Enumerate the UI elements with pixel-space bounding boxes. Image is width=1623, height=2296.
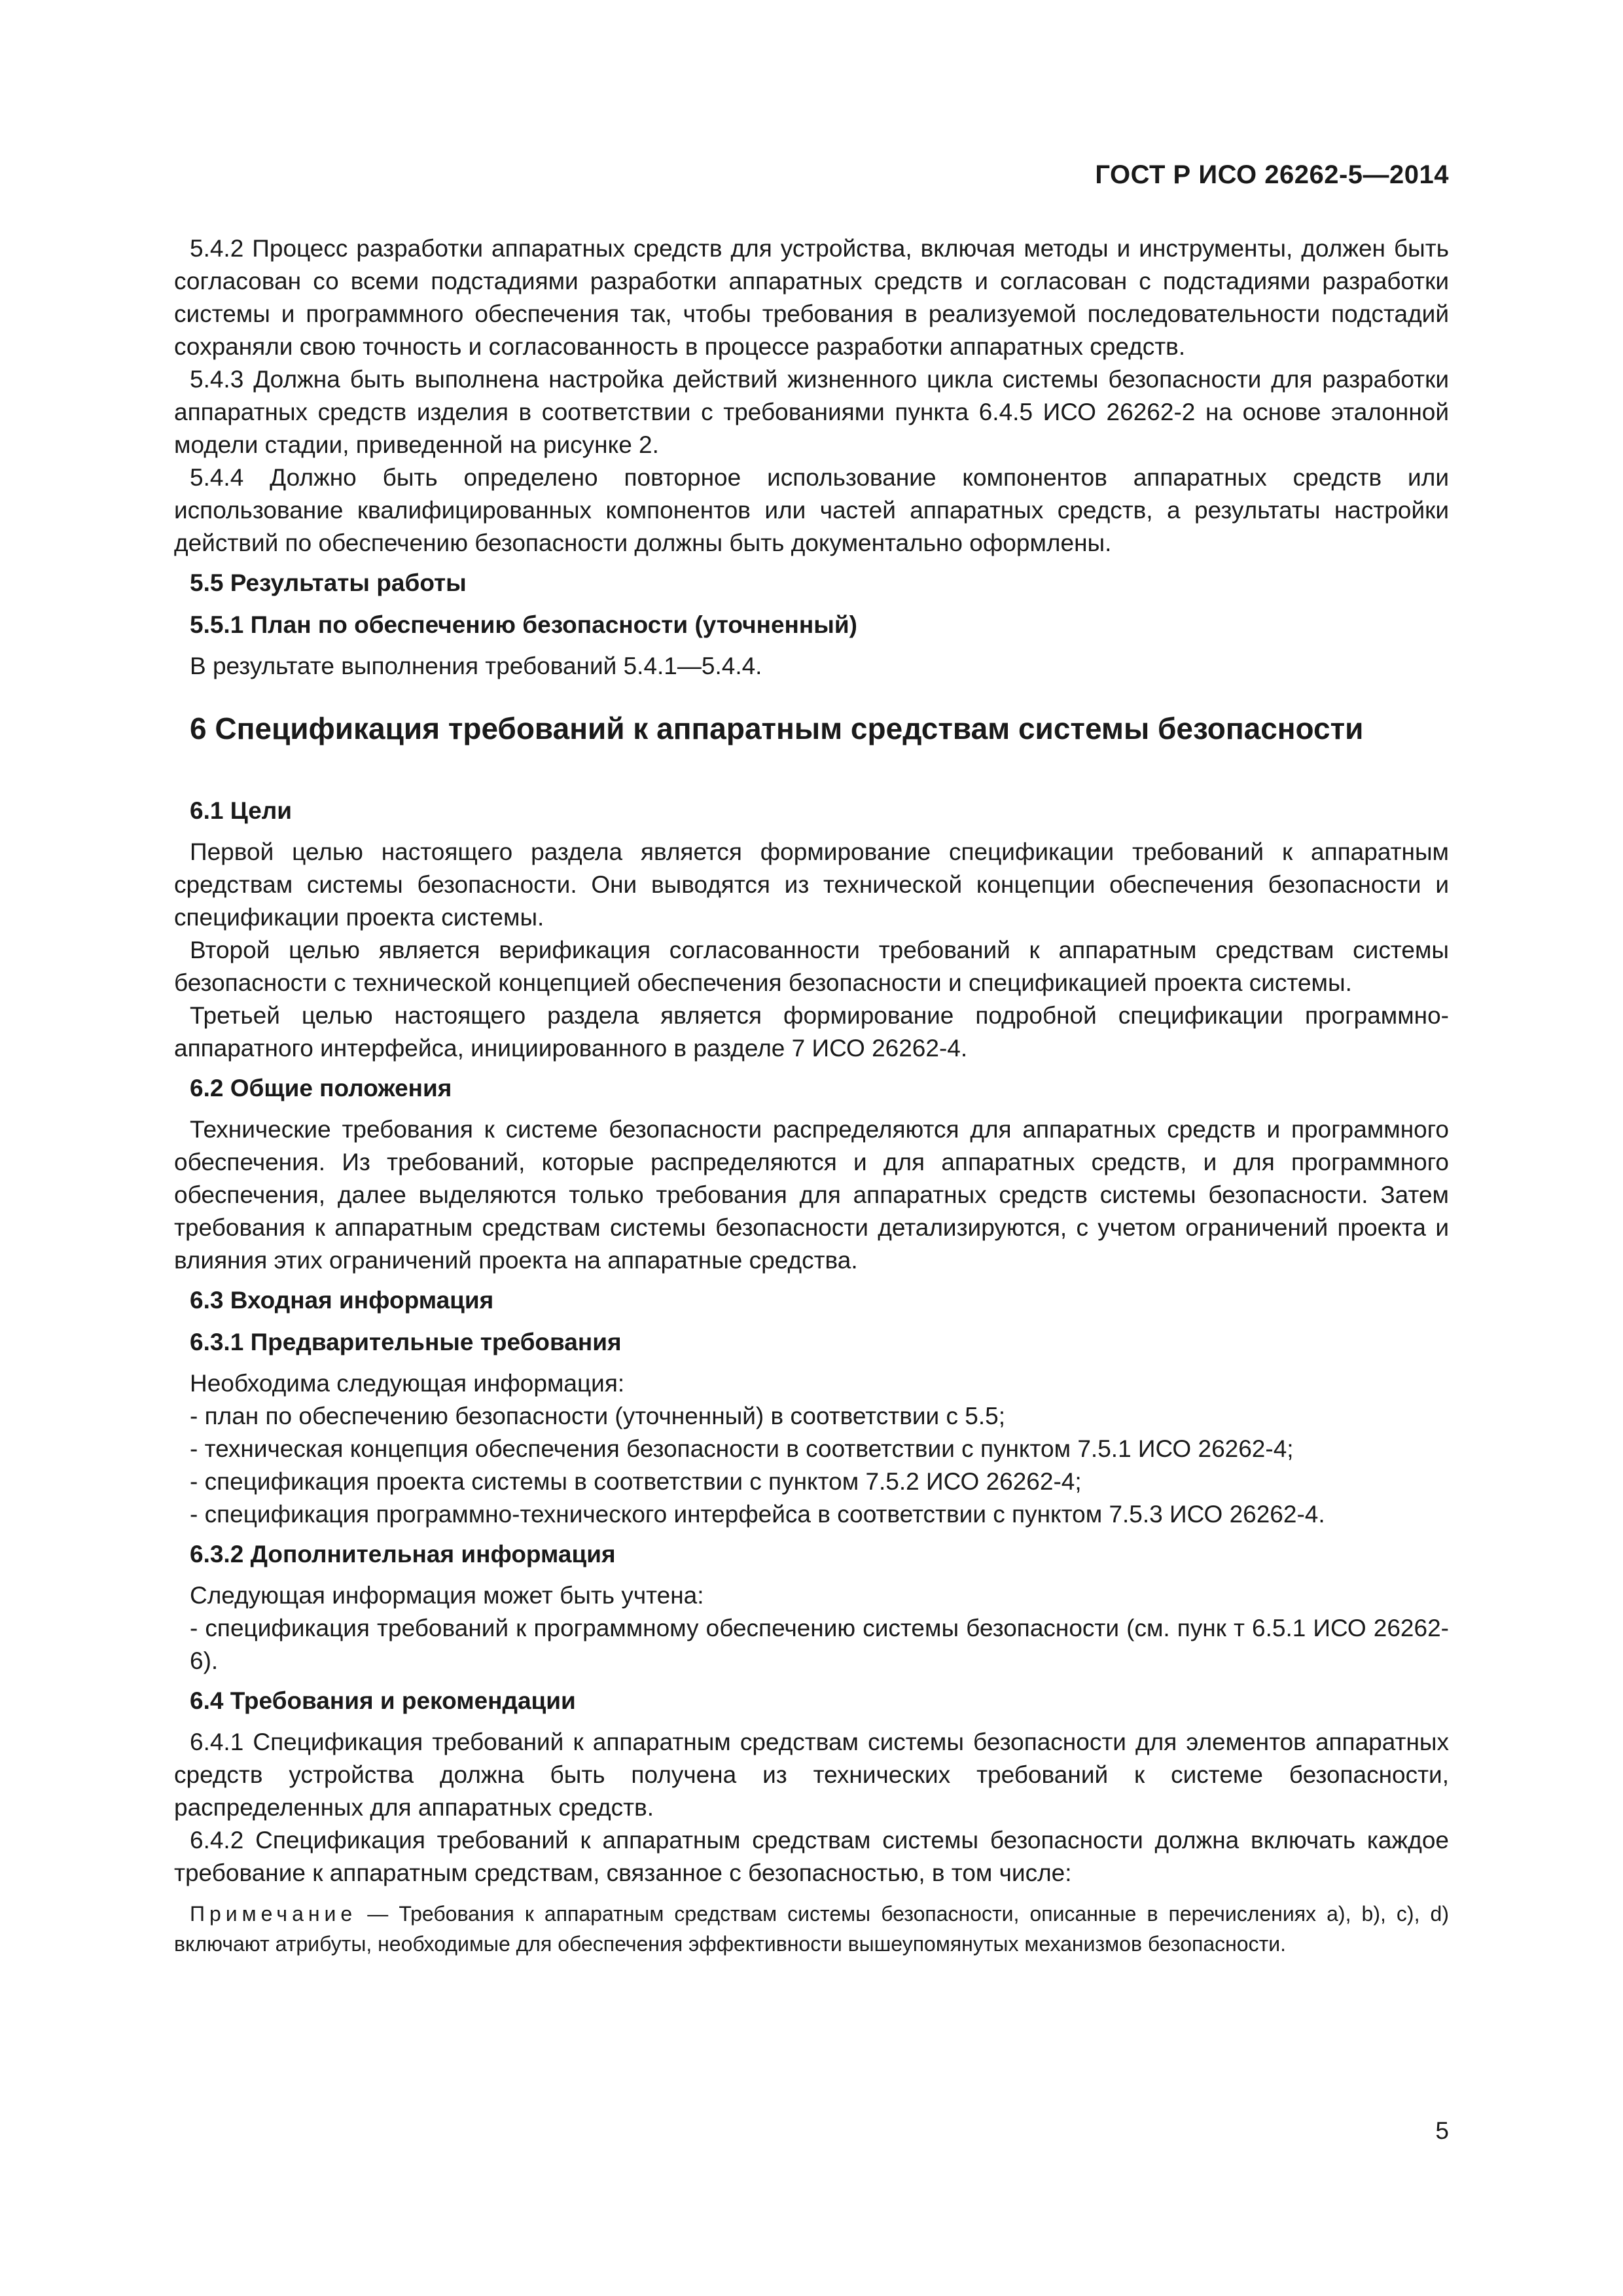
- heading-6-3-2: 6.3.2 Дополнительная информация: [190, 1541, 616, 1568]
- list-item-6-3-2-a: - спецификация требований к программному обеспечению системы безопасности (см. пунк т 6.5.1 ИСО 26262-6).: [190, 1615, 1449, 1674]
- paragraph-6-3-2: Следующая информация может быть учтена:: [190, 1582, 704, 1609]
- list-item-6-3-1-c: - спецификация проекта системы в соответствии с пунктом 7.5.2 ИСО 26262-4;: [190, 1468, 1082, 1495]
- heading-section-6: 6 Спецификация требований к аппаратным средствам системы безопасности: [190, 711, 1364, 745]
- heading-5-5: 5.5 Результаты работы: [190, 569, 467, 596]
- heading-6-1: 6.1 Цели: [190, 797, 293, 824]
- paragraph-6-1-third-goal: Третьей целью настоящего раздела является формирование подробной спецификации программно-аппаратного интерфейса, инициированного в разделе 7 ИСО 26262-4.: [174, 1002, 1449, 1062]
- paragraph-6-3-1: Необходима следующая информация:: [190, 1370, 625, 1397]
- list-item-6-3-1-b: - техническая концепция обеспечения безопасности в соответствии с пунктом 7.5.1 ИСО 26262-4;: [190, 1435, 1294, 1462]
- list-item-6-3-1-d: - спецификация программно-технического интерфейса в соответствии с пунктом 7.5.3 ИСО 26262-4.: [190, 1501, 1325, 1528]
- paragraph-5-5-1: В результате выполнения требований 5.4.1—5.4.4.: [190, 653, 762, 679]
- note-text: — Требования к аппаратным средствам системы безопасности, описанные в перечислениях а), b), c), d) включают атрибуты, необходимые для обеспечения эффективности вышеупомянутых механизмов безопасности.: [174, 1902, 1449, 1956]
- paragraph-5-4-4: 5.4.4 Должно быть определено повторное использование компонентов аппаратных средств или использование квалифицированных компонентов или частей аппаратных средств, а результаты настройки действий по обеспечению безопасности должны быть документально оформлены.: [174, 464, 1449, 556]
- heading-6-3: 6.3 Входная информация: [190, 1287, 494, 1314]
- paragraph-5-4-2: 5.4.2 Процесс разработки аппаратных средств для устройства, включая методы и инструменты, должен быть согласован со всеми подстадиями разработки аппаратных средств и согласован с подстадиями разработки системы и программного обеспечения так, чтобы требования в реализуемой последовательности подстадий сохраняли свою точность и согласованность в процессе разработки аппаратных средств.: [174, 235, 1449, 360]
- page-number: 5: [1435, 2117, 1449, 2144]
- paragraph-6-4-2: 6.4.2 Спецификация требований к аппаратным средствам системы безопасности должна включать каждое требование к аппаратным средствам, связанное с безопасностью, в том числе:: [174, 1827, 1449, 1886]
- paragraph-5-4-3: 5.4.3 Должна быть выполнена настройка действий жизненного цикла системы безопасности для разработки аппаратных средств изделия в соответствии с требованиями пункта 6.4.5 ИСО 26262-2 на основе эталонной модели стадии, приведенной на рисунке 2.: [174, 366, 1449, 458]
- heading-6-2: 6.2 Общие положения: [190, 1075, 452, 1102]
- paragraph-6-4-1: 6.4.1 Спецификация требований к аппаратным средствам системы безопасности для элементов аппаратных средств устройства должна быть получена из технических требований к системе безопасности, распределенных для аппаратных средств.: [174, 1729, 1449, 1821]
- note-label: Примечание: [190, 1902, 357, 1926]
- heading-6-4: 6.4 Требования и рекомендации: [190, 1687, 576, 1714]
- paragraph-6-1-second-goal: Второй целью является верификация согласованности требований к аппаратным средствам системы безопасности с технической концепцией обеспечения безопасности и спецификацией проекта системы.: [174, 937, 1449, 996]
- heading-5-5-1: 5.5.1 План по обеспечению безопасности (уточненный): [190, 611, 857, 638]
- heading-6-3-1: 6.3.1 Предварительные требования: [190, 1329, 622, 1355]
- list-item-6-3-1-a: - план по обеспечению безопасности (уточненный) в соответствии с 5.5;: [190, 1403, 1006, 1429]
- note-paragraph: [174, 1899, 1449, 1959]
- document-code-header: ГОСТ Р ИСО 26262-5—2014: [1095, 160, 1449, 189]
- paragraph-6-2: Технические требования к системе безопасности распределяются для аппаратных средств и программного обеспечения. Из требований, которые распределяются и для аппаратных средств, и для программного обеспечения, далее выделяются только требования для аппаратных средств системы безопасности. Затем требования к аппаратным средствам системы безопасности детализируются, с учетом ограничений проекта и влияния этих ограничений проекта на аппаратные средства.: [174, 1116, 1449, 1274]
- paragraph-6-1-first-goal: Первой целью настоящего раздела является формирование спецификации требований к аппаратным средствам системы безопасности. Они выводятся из технической концепции обеспечения безопасности и спецификации проекта системы.: [174, 838, 1449, 931]
- document-body: [174, 232, 1449, 1959]
